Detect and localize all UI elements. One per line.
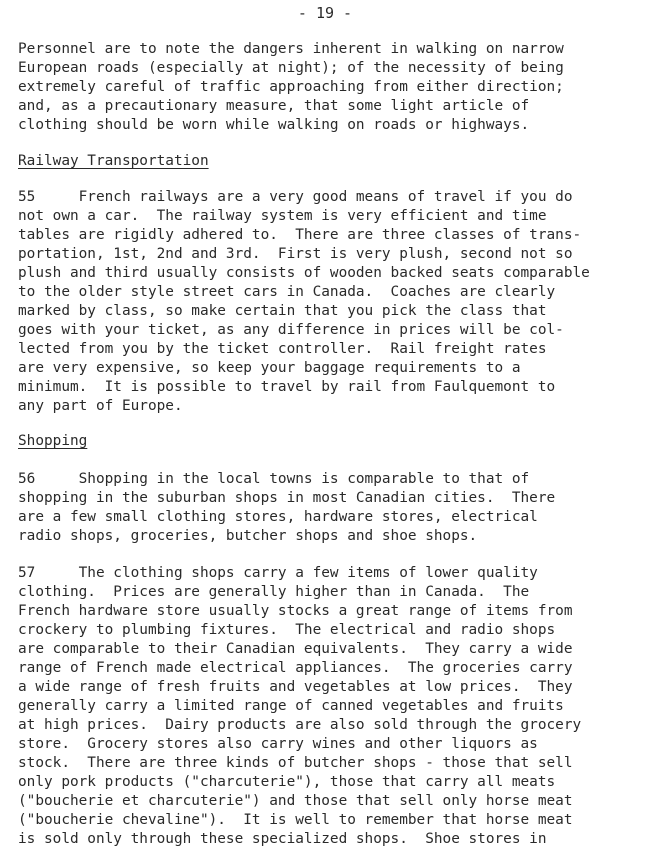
text-line: marked by class, so make certain that you pick the class that <box>18 303 547 319</box>
text-line: are very expensive, so keep your baggage requirements to a <box>18 360 521 376</box>
text-line: store. Grocery stores also carry wines and other liquors as <box>18 736 538 752</box>
text-line: is sold only through these specialized shops. Shoe stores in <box>18 831 547 847</box>
text-line: to the older style street cars in Canada. Coaches are clearly <box>18 284 556 300</box>
text-line: a wide range of fresh fruits and vegetables at low prices. They <box>18 679 573 695</box>
page-number: - 19 - <box>297 4 353 22</box>
text-line: Personnel are to note the dangers inherent in walking on narrow <box>18 41 564 57</box>
text-line: ("boucherie et charcuterie") and those that sell only horse meat <box>18 793 573 809</box>
text-line: tables are rigidly adhered to. There are three classes of trans- <box>18 227 582 243</box>
text-line: crockery to plumbing fixtures. The electrical and radio shops <box>18 622 556 638</box>
text-line: 56 Shopping in the local towns is comparable to that of <box>18 471 530 487</box>
text-line: lected from you by the ticket controller. Rail freight rates <box>18 341 547 357</box>
section-heading-shopping: Shopping <box>18 433 88 449</box>
text-line: extremely careful of traffic approaching from either direction; <box>18 79 564 95</box>
text-line: radio shops, groceries, butcher shops and shoe shops. <box>18 528 478 544</box>
text-line: minimum. It is possible to travel by rail from Faulquemont to <box>18 379 556 395</box>
text-line: European roads (especially at night); of the necessity of being <box>18 60 564 76</box>
text-line: generally carry a limited range of canned vegetables and fruits <box>18 698 564 714</box>
text-line: 57 The clothing shops carry a few items of lower quality <box>18 565 538 581</box>
text-line: and, as a precautionary measure, that some light article of <box>18 98 530 114</box>
text-line: goes with your ticket, as any difference in prices will be col- <box>18 322 564 338</box>
text-line: are a few small clothing stores, hardware stores, electrical <box>18 509 538 525</box>
text-line: ("boucherie chevaline"). It is well to remember that horse meat <box>18 812 573 828</box>
text-line: only pork products ("charcuterie"), those that carry all meats <box>18 774 556 790</box>
text-line: 55 French railways are a very good means of travel if you do <box>18 189 573 205</box>
text-line: at high prices. Dairy products are also sold through the grocery <box>18 717 582 733</box>
text-line: range of French made electrical appliances. The groceries carry <box>18 660 573 676</box>
text-line: stock. There are three kinds of butcher shops - those that sell <box>18 755 573 771</box>
text-line: plush and third usually consists of wooden backed seats comparable <box>18 265 590 281</box>
text-line: French hardware store usually stocks a great range of items from <box>18 603 573 619</box>
text-line: any part of Europe. <box>18 398 183 414</box>
text-line: are comparable to their Canadian equivalents. They carry a wide <box>18 641 573 657</box>
text-line: shopping in the suburban shops in most Canadian cities. There <box>18 490 556 506</box>
text-line: portation, 1st, 2nd and 3rd. First is very plush, second not so <box>18 246 573 262</box>
text-line: clothing. Prices are generally higher than in Canada. The <box>18 584 530 600</box>
text-line: clothing should be worn while walking on roads or highways. <box>18 117 530 133</box>
text-line: not own a car. The railway system is very efficient and time <box>18 208 547 224</box>
section-heading-railway: Railway Transportation <box>18 153 209 169</box>
